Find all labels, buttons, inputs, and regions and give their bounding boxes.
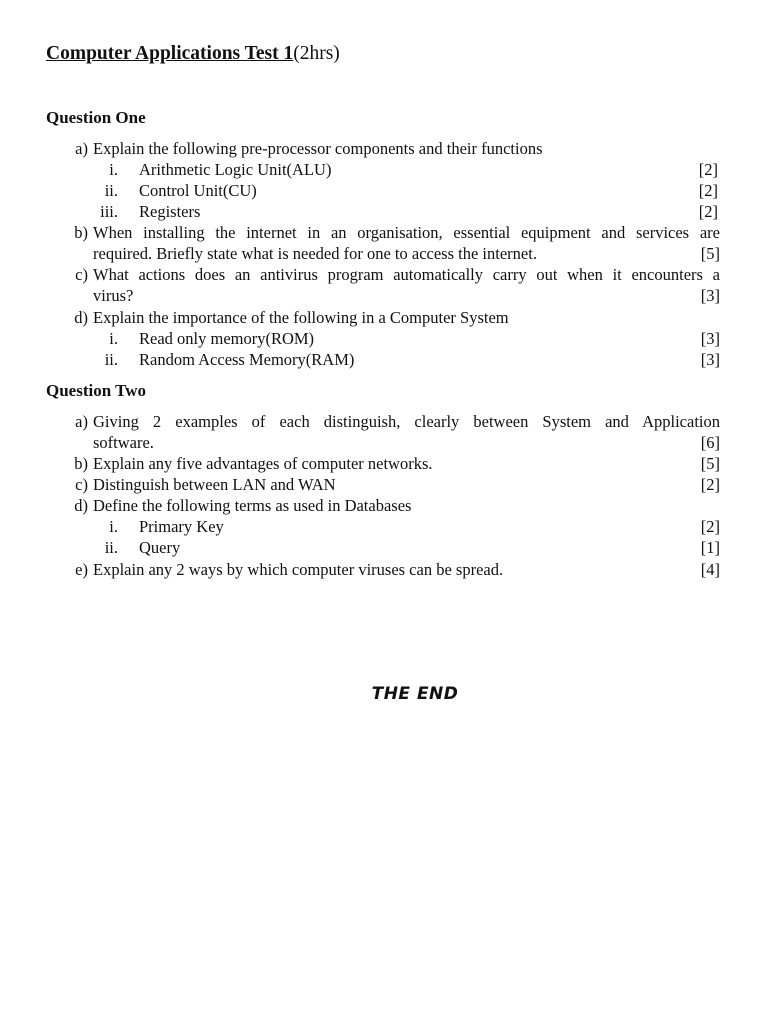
q1-a-letter: a) (75, 139, 88, 158)
q1-a-iii-numeral: iii. (100, 202, 118, 221)
q1-c-letter: c) (75, 265, 88, 284)
q2-d-ii-numeral: ii. (104, 538, 118, 557)
q1-d-ii-numeral: ii. (104, 350, 118, 369)
question-one-heading: Question One (46, 108, 146, 127)
q2-d-text: Define the following terms as used in Databases (93, 496, 412, 515)
q1-d-text: Explain the importance of the following in a Computer System (93, 308, 509, 327)
q1-a-iii-row (0, 201, 768, 222)
q1-c-line1 (93, 264, 720, 285)
q1-a-iii-text: Registers (139, 202, 201, 221)
test-title-main: Computer Applications Test 1 (46, 43, 294, 64)
q2-c-mark: [2] (700, 475, 720, 494)
q2-d-ii-text: Query (139, 538, 181, 557)
q1-d-row (0, 307, 768, 328)
q2-b-mark: [5] (700, 454, 720, 473)
q1-a-i-row (0, 159, 768, 180)
q2-e-text: Explain any 2 ways by which computer viruses can be spread. (93, 560, 504, 579)
q1-b-line2: required. Briefly state what is needed for one to access the internet. (93, 244, 537, 263)
q1-b-mark: [5] (700, 244, 720, 263)
test-title (46, 43, 340, 65)
q2-a-line1-text: Giving 2 examples of each distinguish, clearly between System and Application (93, 412, 720, 431)
q1-a-ii-text: Control Unit(CU) (139, 181, 257, 200)
q2-b-text: Explain any five advantages of computer networks. (93, 454, 433, 473)
q1-c-row (0, 264, 768, 285)
q2-c-row (0, 474, 768, 495)
q1-a-i-text: Arithmetic Logic Unit(ALU) (139, 160, 332, 179)
q1-a-ii-row (0, 180, 768, 201)
q2-a-line1 (93, 411, 720, 432)
q2-d-i-mark: [2] (700, 517, 720, 536)
q2-c-letter: c) (75, 475, 88, 494)
q1-c-line2: virus? (93, 286, 134, 305)
q1-a-ii-numeral: ii. (104, 181, 118, 200)
q1-a-row (0, 138, 768, 159)
q1-a-text: Explain the following pre-processor components and their functions (93, 139, 543, 158)
q1-b-line1 (93, 222, 720, 243)
q1-d-i-row (0, 328, 768, 349)
q2-d-i-numeral: i. (109, 517, 118, 536)
q2-d-letter: d) (74, 496, 88, 515)
q1-b-letter: b) (74, 223, 88, 242)
q1-c-row2 (0, 285, 768, 306)
q2-a-row2 (0, 432, 768, 453)
q2-d-ii-mark: [1] (700, 538, 720, 557)
q1-d-ii-mark: [3] (700, 350, 720, 369)
q2-d-i-text: Primary Key (139, 517, 224, 536)
question-two-heading: Question Two (46, 381, 146, 400)
q1-b-row (0, 222, 768, 243)
q2-e-row (0, 559, 768, 580)
q1-d-i-numeral: i. (109, 329, 118, 348)
end-text: THE END (371, 684, 459, 704)
test-duration: (2hrs) (293, 43, 340, 64)
q2-e-mark: [4] (700, 560, 720, 579)
q2-a-row (0, 411, 768, 432)
q2-b-letter: b) (74, 454, 88, 473)
q1-a-i-mark: [2] (698, 160, 718, 179)
q2-d-row (0, 495, 768, 516)
q1-d-ii-text: Random Access Memory(RAM) (139, 350, 355, 369)
q2-a-line2: software. (93, 433, 154, 452)
q1-d-i-mark: [3] (700, 329, 720, 348)
q1-a-ii-mark: [2] (698, 181, 718, 200)
q1-a-i-numeral: i. (109, 160, 118, 179)
q2-e-letter: e) (75, 560, 88, 579)
q1-d-letter: d) (74, 308, 88, 327)
q1-a-iii-mark: [2] (698, 202, 718, 221)
q1-b-line1-text: When installing the internet in an organisation, essential equipment and services are (93, 223, 720, 242)
q1-c-mark: [3] (700, 286, 720, 305)
q2-d-ii-row (0, 537, 768, 558)
q1-b-row2 (0, 243, 768, 264)
q2-d-i-row (0, 516, 768, 537)
q2-c-text: Distinguish between LAN and WAN (93, 475, 336, 494)
q1-c-line1-text: What actions does an antivirus program automatically carry out when it encounters a (93, 265, 720, 284)
q1-d-i-text: Read only memory(ROM) (139, 329, 315, 348)
q2-a-letter: a) (75, 412, 88, 431)
q2-a-mark: [6] (700, 433, 720, 452)
q1-d-ii-row (0, 349, 768, 370)
q2-b-row (0, 453, 768, 474)
